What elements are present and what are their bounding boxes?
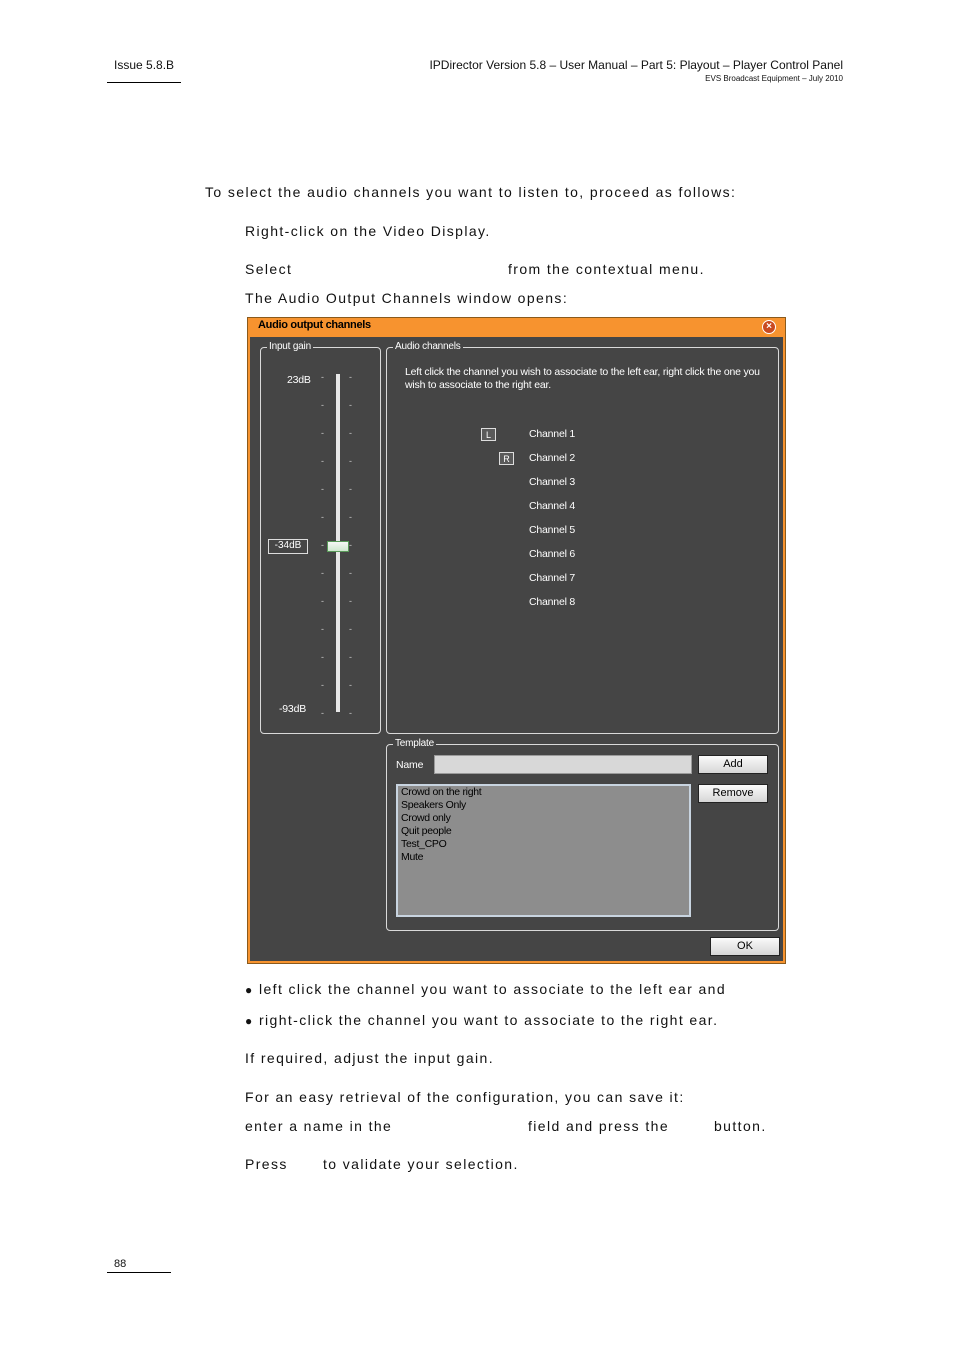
gain-tick: - [349,652,352,662]
step-5-press: Press [245,1156,288,1172]
gain-tick: - [349,624,352,634]
audio-channels-group [386,341,779,734]
add-button[interactable]: Add [698,755,768,774]
footer-rule [107,1272,171,1273]
issue-label: Issue 5.8.B [114,58,175,72]
gain-tick: - [321,680,324,690]
channel-item[interactable]: Channel 7 [529,572,576,584]
template-list-item[interactable]: Mute [401,851,424,863]
gain-tick: - [321,568,324,578]
step-2-select-text: Select [245,261,293,277]
template-name-label: Name [396,759,424,771]
gain-tick: - [321,596,324,606]
page-number: 88 [114,1258,127,1270]
template-group [386,738,779,931]
bullet-left-ear [245,981,726,997]
step-4-part-2: field and press the [528,1118,670,1134]
input-gain-group [260,341,381,734]
audio-channels-label: Audio channels [395,341,461,352]
intro-text: To select the audio channels you want to listen to, proceed as follows: [205,184,737,200]
input-gain-label: Input gain [269,341,311,352]
document-title: IPDirector Version 5.8 – User Manual – Part 5: Playout – Player Control Panel [429,58,843,72]
gain-tick: - [349,372,352,382]
channel-instructions: Left click the channel you wish to associate to the left ear, right click the one you wish to associate to the right ear. [405,366,760,391]
gain-tick: - [321,372,324,382]
remove-button[interactable]: Remove [698,784,768,803]
gain-tick: - [321,456,324,466]
gain-tick: - [321,512,324,522]
template-list-item[interactable]: Quit people [401,825,452,837]
step-4-text: For an easy retrieval of the configuration, you can save it: [245,1089,685,1105]
header-rule [107,82,181,83]
gain-tick: - [349,596,352,606]
gain-tick: - [321,428,324,438]
gain-tick: - [321,484,324,494]
gain-slider-thumb[interactable] [327,541,349,552]
gain-tick: - [321,652,324,662]
template-name-input[interactable] [434,755,692,774]
gain-tick: - [349,568,352,578]
dialog-title: Audio output channels [258,319,371,331]
right-ear-badge: R [499,452,514,465]
channel-item[interactable]: Channel 4 [529,500,576,512]
ok-button[interactable]: OK [710,937,780,956]
gain-value-display: -34dB [268,539,308,554]
gain-tick: - [349,456,352,466]
step-4-part-1: enter a name in the [245,1118,393,1134]
gain-min-label: -93dB [279,703,307,715]
channel-item[interactable]: Channel 2 [529,452,576,464]
gain-tick: - [321,400,324,410]
audio-output-channels-dialog [247,317,786,964]
bullet-icon: ● [245,1014,254,1028]
template-list-item[interactable]: Speakers Only [401,799,466,811]
channel-item[interactable]: Channel 6 [529,548,576,560]
dialog-body [250,337,783,961]
bullet-right-ear-text: right-click the channel you want to associate to the right ear. [258,1012,719,1028]
step-2-menu-text: from the contextual menu. [508,261,705,277]
step-3-text: If required, adjust the input gain. [245,1050,495,1066]
gain-tick: - [349,400,352,410]
channel-item[interactable]: Channel 5 [529,524,576,536]
bullet-icon: ● [245,983,254,997]
channel-item[interactable]: Channel 8 [529,596,576,608]
close-icon[interactable]: × [762,320,776,334]
template-list-item[interactable]: Test_CPO [401,838,447,850]
step-5-validate: to validate your selection. [323,1156,519,1172]
template-list-item[interactable]: Crowd only [401,812,451,824]
channel-item[interactable]: Channel 1 [529,428,576,440]
template-list[interactable] [396,784,691,917]
step-1-text: Right-click on the Video Display. [245,223,491,239]
gain-max-label: 23dB [287,374,311,386]
gain-tick: - [349,680,352,690]
document-subtitle: EVS Broadcast Equipment – July 2010 [705,74,843,83]
template-label: Template [395,738,434,749]
gain-tick: - [349,428,352,438]
gain-tick-marks-right [349,372,359,718]
bullet-left-ear-text: left click the channel you want to associate to the left ear and [258,981,726,997]
bullet-right-ear [245,1012,718,1028]
gain-tick: - [321,540,324,550]
step-2-note: The Audio Output Channels window opens: [245,290,569,306]
gain-tick: - [349,484,352,494]
left-ear-badge: L [481,428,496,441]
gain-tick: - [349,540,352,550]
template-list-item[interactable]: Crowd on the right [401,786,482,798]
gain-tick: - [321,624,324,634]
gain-tick: - [349,708,352,718]
step-4-part-3: button. [714,1118,767,1134]
channel-item[interactable]: Channel 3 [529,476,576,488]
gain-tick: - [321,708,324,718]
gain-tick: - [349,512,352,522]
